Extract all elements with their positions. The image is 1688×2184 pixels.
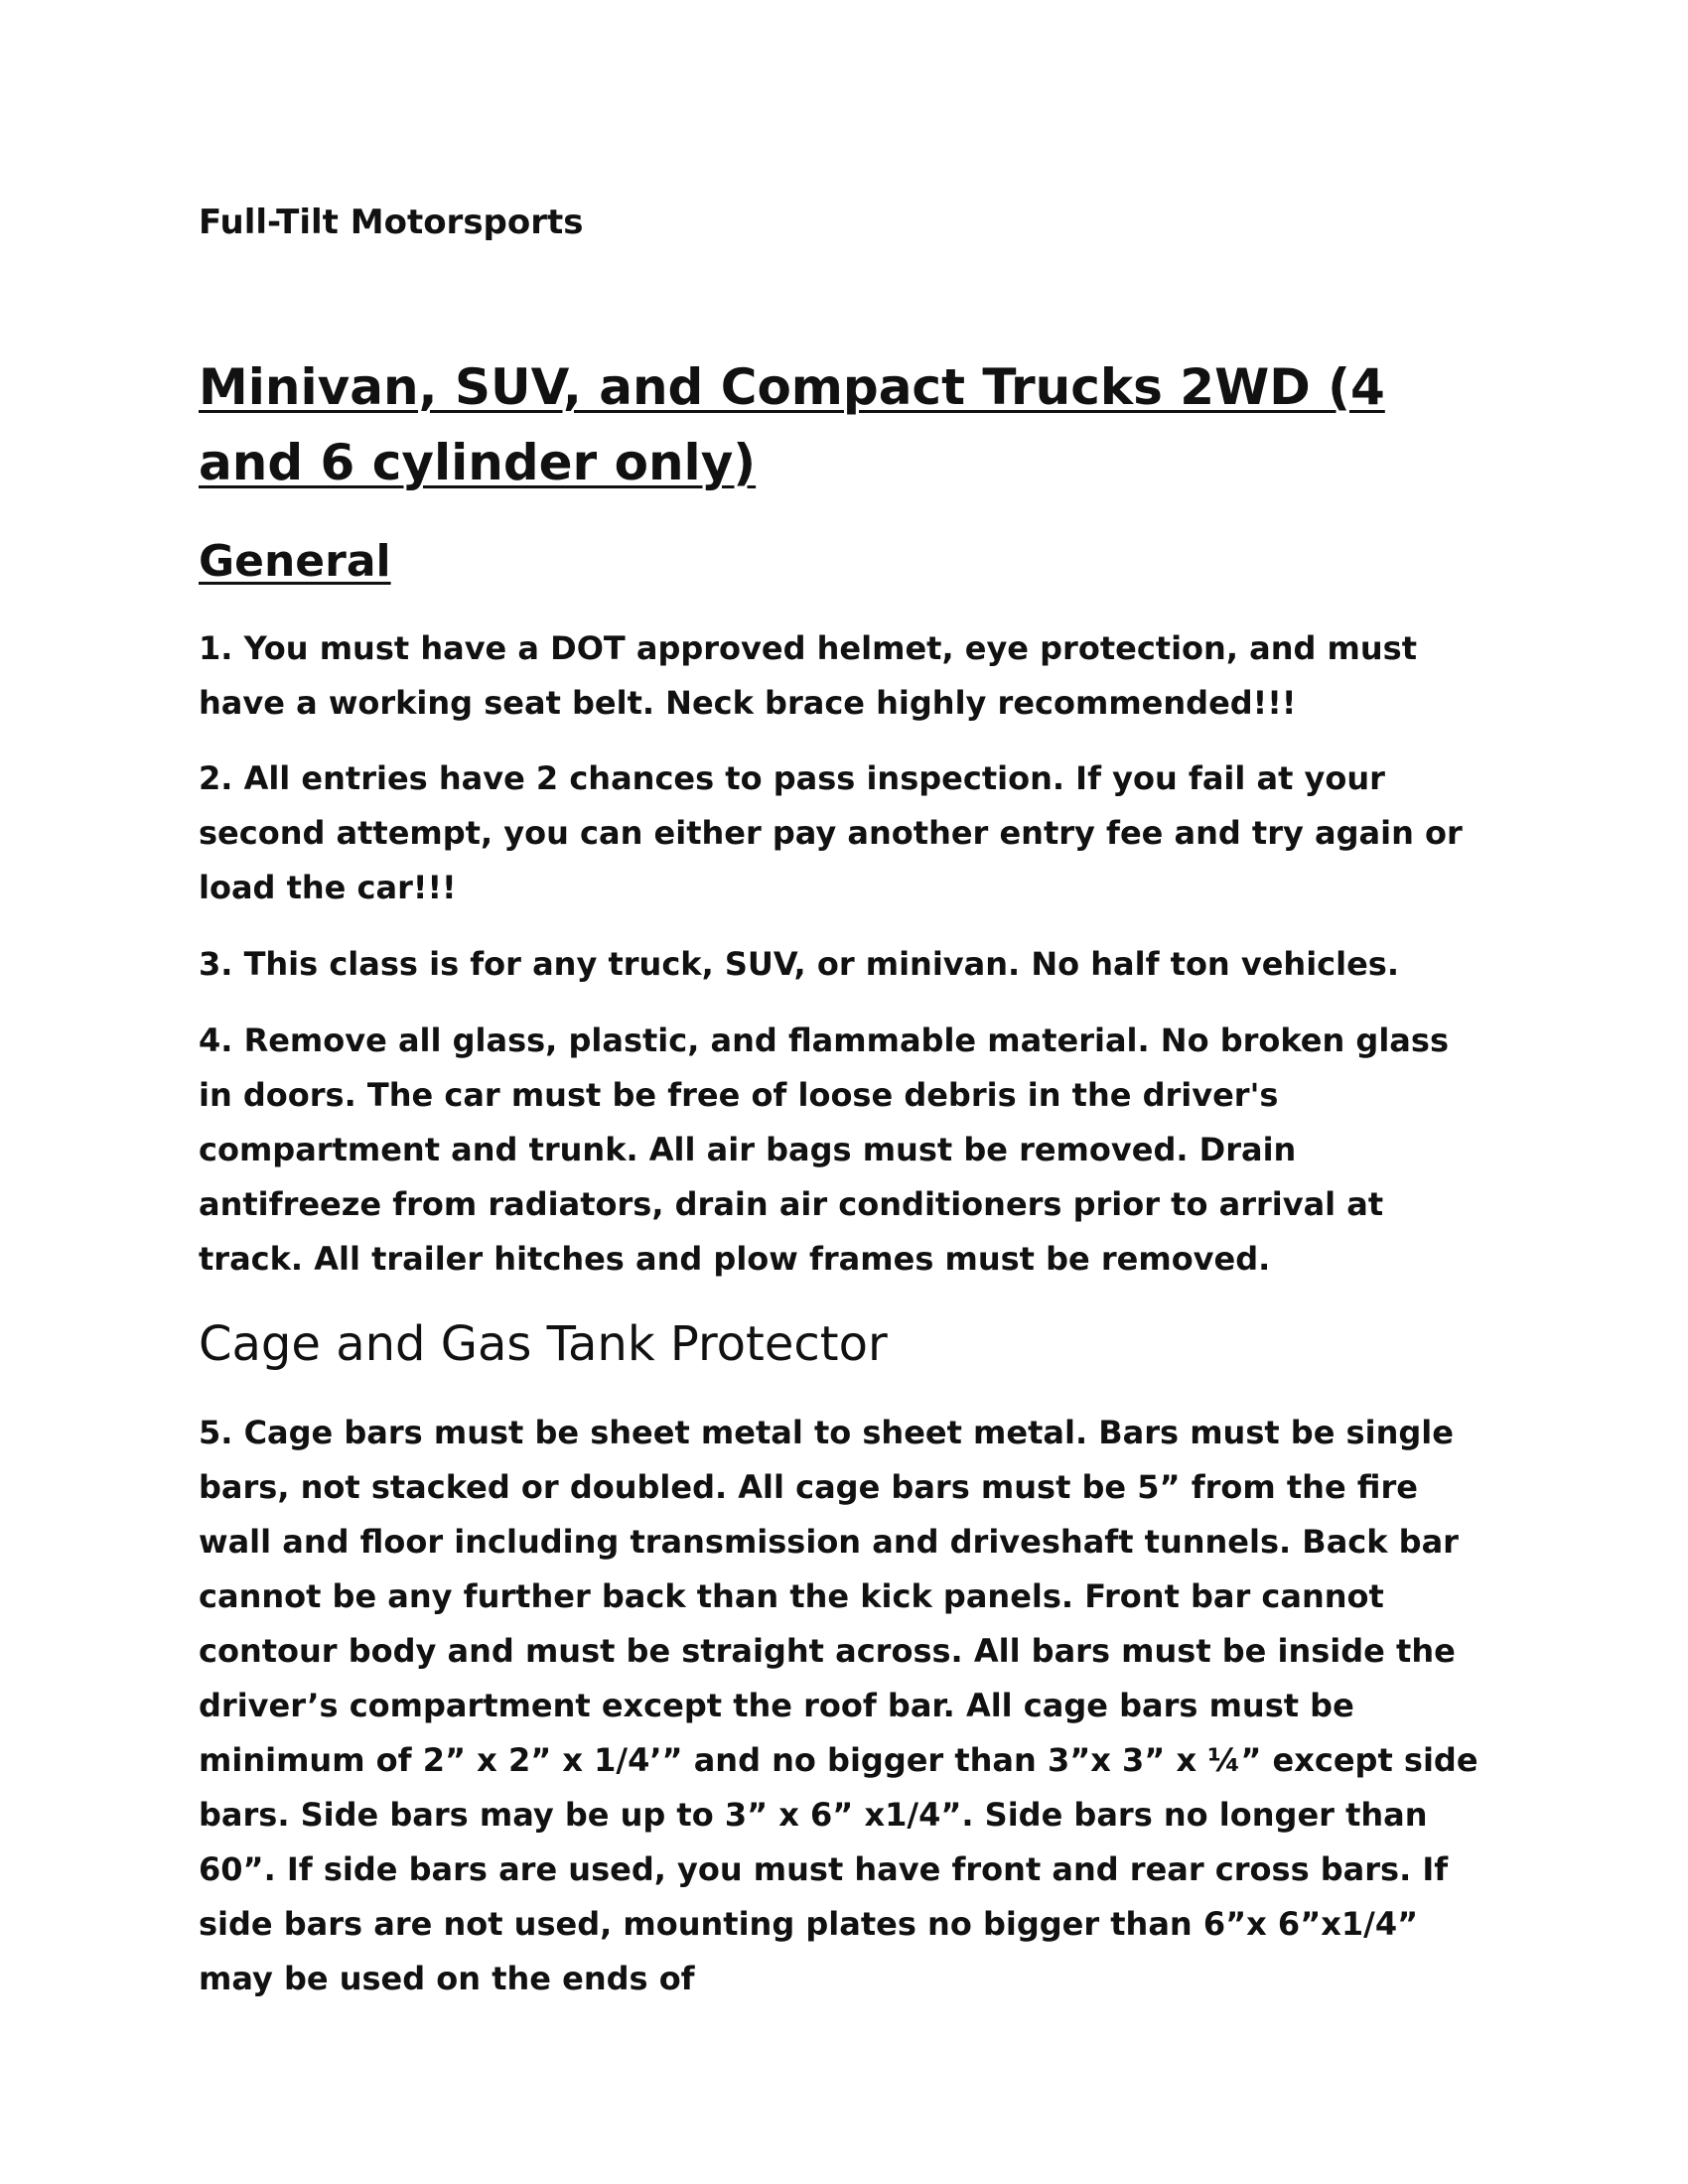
rule-item: 4. Remove all glass, plastic, and flammable material. No broken glass in doors. The car must be free of loose debris in the driver's compartment and trunk. All air bags must be removed. Drain antifreeze from radiators, drain air conditioners prior to arrival at track. All trailer hitches and plow frames must be removed.	[199, 1022, 1449, 1278]
rule-item: 3. This class is for any truck, SUV, or minivan. No half ton vehicles.	[199, 945, 1399, 983]
section-heading-cage: Cage and Gas Tank Protector	[199, 1316, 888, 1372]
rule-item: 5. Cage bars must be sheet metal to sheet metal. Bars must be single bars, not stacked or doubled. All cage bars must be 5” from the fire wall and floor including transmission and driveshaft tunnels. Back bar cannot be any further back than the kick panels. Front bar cannot contour body and must be straight across. All bars must be inside the driver’s compartment except the roof bar. All cage bars must be minimum of 2” x 2” x 1/4’” and no bigger than 3”x 3” x ¼” except side bars. Side bars may be up to 3” x 6” x1/4”. Side bars no longer than 60”. If side bars are used, you must have front and rear cross bars. If side bars are not used, mounting plates no bigger than 6”x 6”x1/4” may be used on the ends of	[199, 1414, 1478, 1997]
section-heading-general: General	[199, 536, 391, 587]
document-title: Minivan, SUV, and Compact Trucks 2WD (4 and 6 cylinder only)	[199, 358, 1385, 491]
rule-item: 1. You must have a DOT approved helmet, eye protection, and must have a working seat belt. Neck brace highly recommended!!!	[199, 629, 1417, 722]
rule-item: 2. All entries have 2 chances to pass inspection. If you fail at your second attempt, you can either pay another entry fee and try again or load the car!!!	[199, 759, 1463, 906]
organization-name: Full-Tilt Motorsports	[199, 203, 584, 242]
